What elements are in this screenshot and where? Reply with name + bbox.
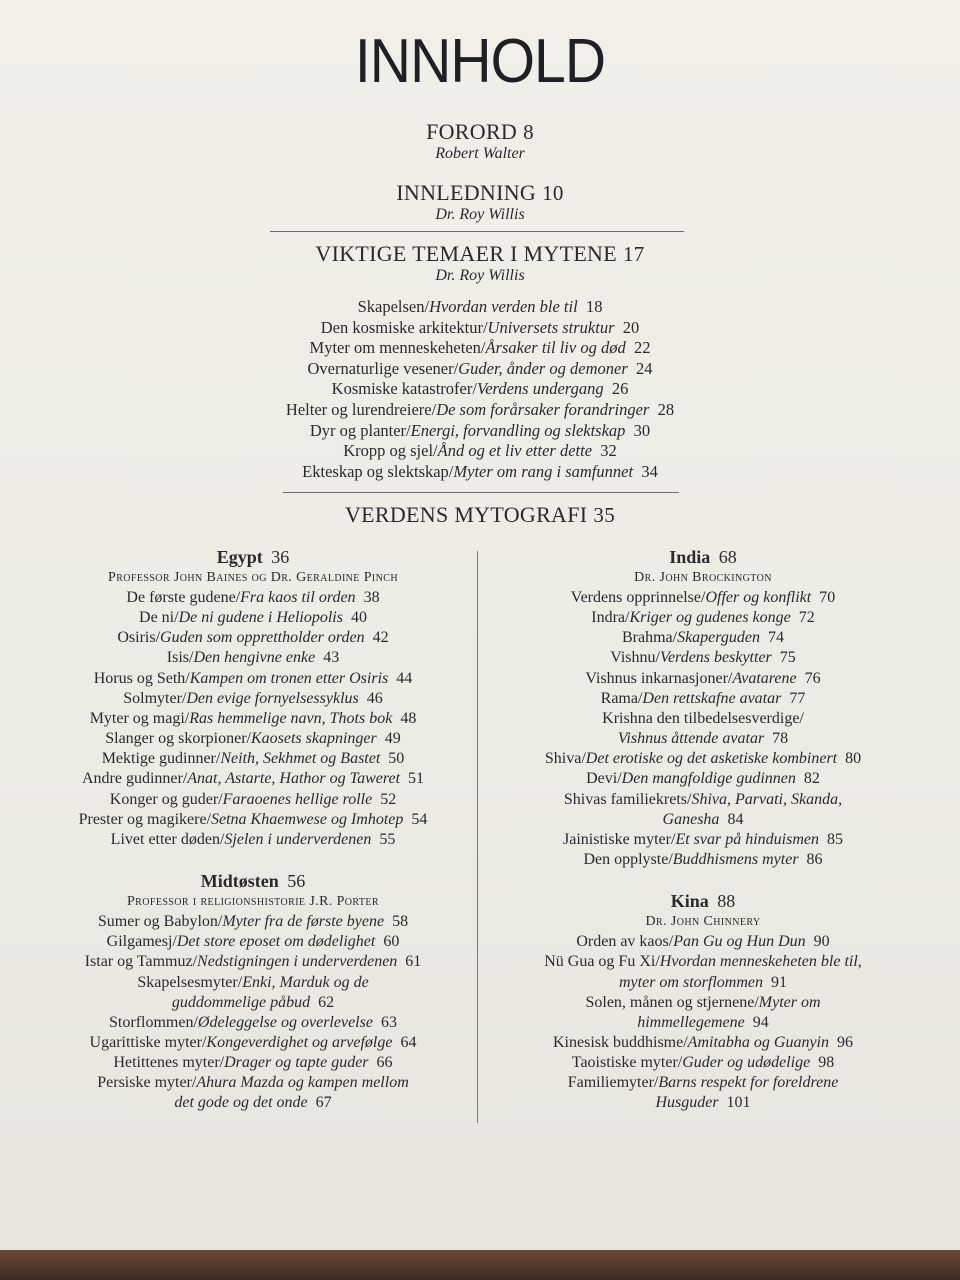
entry-subtitle: Kaosets skapninger <box>250 730 377 748</box>
column-divider <box>477 551 478 1123</box>
section-forord <box>0 119 960 145</box>
page-number: 18 <box>585 297 603 316</box>
entry-subtitle: Universets struktur <box>487 317 615 337</box>
page-number: 10 <box>542 181 564 205</box>
entry-subtitle: Ganesha <box>662 810 720 828</box>
entry-title: Den opplyste/ <box>583 851 673 869</box>
page-number: 80 <box>845 750 862 768</box>
entry-title: Ugarittiske myter/ <box>89 1033 207 1051</box>
toc-entry <box>498 648 908 668</box>
entry-title: Helter og lurendreiere/ <box>285 399 437 419</box>
page-number: 98 <box>818 1054 835 1072</box>
page-number: 35 <box>593 503 616 527</box>
entry-title: Dyr og planter/ <box>309 420 411 440</box>
toc-entry <box>48 588 458 608</box>
region-author: Professor i religionshistorie J.R. Porter <box>127 894 379 910</box>
entry-title: Hetittenes myter/ <box>113 1054 225 1072</box>
region-name: Kina <box>670 891 709 912</box>
toc-entry <box>0 421 960 442</box>
entry-title: Familiemyter/ <box>567 1074 659 1092</box>
region-author: Professor John Baines og Dr. Geraldine Pinch <box>108 570 398 585</box>
entry-subtitle: Pan Gu og Hun Dun <box>673 933 806 951</box>
region-author: Dr. John Brockington <box>634 570 772 585</box>
entry-subtitle: Den hengivne enke <box>193 649 316 667</box>
entry-title: Kinesisk buddhisme/ <box>553 1033 688 1051</box>
toc-entry <box>48 709 458 729</box>
toc-entry <box>498 729 908 749</box>
page-number: 32 <box>600 441 617 461</box>
entry-subtitle: De som forårsaker forandringer <box>436 399 650 419</box>
entry-title: Indra/ <box>591 609 630 627</box>
page-number: 51 <box>408 770 425 788</box>
entry-subtitle: Ånd og et liv etter dette <box>437 441 593 461</box>
toc-entry <box>0 318 960 339</box>
toc-entry <box>48 669 458 689</box>
entry-title: Shiva/ <box>544 750 586 768</box>
page-number: 60 <box>383 933 400 951</box>
entry-subtitle: Ødeleggelse og overlevelse <box>197 1013 373 1031</box>
toc-entry <box>498 850 908 870</box>
entry-subtitle: Ras hemmelige navn, Thots bok <box>189 709 393 727</box>
toc-entry <box>498 973 908 993</box>
entry-title: Orden av kaos/ <box>576 933 674 951</box>
entry-subtitle: Shiva, Parvati, Skanda, <box>691 790 843 808</box>
toc-entry <box>498 1053 908 1073</box>
entry-title: Den kosmiske arkitektur/ <box>320 317 488 337</box>
entry-subtitle: Hvordan menneskeheten ble til, <box>659 953 862 971</box>
page-number: 56 <box>287 871 306 892</box>
toc-entry <box>48 608 458 628</box>
page-number: 91 <box>770 973 787 991</box>
toc-entry <box>498 608 908 628</box>
entry-title: Vishnus inkarnasjoner/ <box>585 669 733 687</box>
toc-entry <box>498 952 908 972</box>
section-author: Dr. Roy Willis <box>435 267 525 284</box>
entry-subtitle: Energi, forvandling og slektskap <box>410 420 626 440</box>
entry-title: Krishna den tilbedelsesverdige/ <box>602 709 804 727</box>
page-number: 46 <box>366 689 383 707</box>
entry-subtitle: Setna Khaemwese og Imhotep <box>211 810 404 828</box>
page-number: 22 <box>633 338 651 358</box>
entry-title: Kropp og sjel/ <box>343 441 438 461</box>
region-author: Dr. John Chinnery <box>645 914 761 930</box>
toc-entry <box>48 1073 458 1093</box>
entry-title: Andre gudinner/ <box>81 770 188 788</box>
entry-title: Myter om menneskeheten/ <box>309 338 486 358</box>
entry-title: De første gudene/ <box>126 589 241 606</box>
entry-title: Istar og Tammuz/ <box>84 953 198 971</box>
page-number: 20 <box>622 317 640 337</box>
section-author: Robert Walter <box>435 145 525 162</box>
page-number: 42 <box>372 629 389 647</box>
page-number: 36 <box>271 547 290 567</box>
entry-subtitle: Amitabha og Guanyin <box>687 1033 829 1051</box>
entry-subtitle: Den mangfoldige gudinnen <box>621 770 796 788</box>
entry-subtitle: myter om storflommen <box>619 973 763 991</box>
entry-subtitle: Enki, Marduk og de <box>242 973 369 991</box>
entry-title: Konger og guder/ <box>109 790 223 808</box>
entry-title: Myter og magi/ <box>89 709 190 727</box>
toc-entry <box>48 912 458 932</box>
page-number: 50 <box>388 750 405 768</box>
toc-entry <box>0 297 960 318</box>
region-india <box>498 546 908 870</box>
right-column <box>498 546 908 1114</box>
entry-subtitle: Husguder <box>655 1094 719 1112</box>
entry-title: Rama/ <box>600 689 643 707</box>
page-number: 85 <box>826 830 843 848</box>
toc-entry <box>498 709 908 729</box>
entry-list <box>48 588 458 850</box>
entry-title: Sumer og Babylon/ <box>97 913 223 931</box>
page-number: 55 <box>379 830 396 848</box>
entry-subtitle: Årsaker til liv og død <box>485 338 626 358</box>
entry-subtitle: Kongeverdighet og arvefølge <box>206 1033 393 1051</box>
toc-entry <box>48 1033 458 1053</box>
toc-entry <box>498 769 908 789</box>
entry-title: Ekteskap og slektskap/ <box>302 461 454 481</box>
entry-subtitle: Verdens beskytter <box>659 649 772 667</box>
toc-entry <box>48 689 458 709</box>
toc-entry <box>498 810 908 830</box>
entry-title: Gilgamesj/ <box>106 933 177 951</box>
entry-title: Isis/ <box>166 649 194 667</box>
toc-entry <box>498 830 908 850</box>
entry-subtitle: De ni gudene i Heliopolis <box>178 609 343 627</box>
toc-entry <box>0 441 960 462</box>
toc-entry <box>498 1013 908 1033</box>
entry-subtitle: Drager og tapte guder <box>224 1054 369 1072</box>
entry-subtitle: Kampen om tronen etter Osiris <box>189 669 389 687</box>
entry-subtitle: Hvordan verden ble til <box>429 297 578 316</box>
entry-subtitle: Faraoenes hellige rolle <box>222 790 373 808</box>
toc-entry <box>48 1013 458 1033</box>
page-number: 30 <box>633 420 651 440</box>
entry-subtitle: Den evige fornyelsessyklus <box>186 689 359 707</box>
page-number: 62 <box>318 993 335 1011</box>
entry-subtitle: Myter om <box>758 993 821 1011</box>
section-innledning <box>0 180 960 206</box>
toc-entry <box>48 648 458 668</box>
entry-subtitle: Avatarene <box>732 669 797 687</box>
entry-subtitle: Buddhismens myter <box>672 851 799 869</box>
entry-title: Vishnu/ <box>610 649 660 667</box>
page-number: 48 <box>400 709 417 727</box>
entry-subtitle: Verdens undergang <box>476 379 604 399</box>
toc-entry <box>498 628 908 648</box>
entry-subtitle: Guder og udødelige <box>682 1054 811 1072</box>
entry-list <box>498 588 908 870</box>
entry-title: Taoistiske myter/ <box>571 1054 683 1072</box>
region-name: Egypt <box>216 547 263 567</box>
toc-entry <box>48 1093 458 1113</box>
entry-subtitle: Offer og konflikt <box>705 589 812 606</box>
page-number: 54 <box>411 810 428 828</box>
section-themes <box>0 241 960 267</box>
entry-title: Shivas familiekrets/ <box>563 790 692 808</box>
entry-title: Prester og magikere/ <box>78 810 211 828</box>
entry-title: Jainistiske myter/ <box>563 830 676 848</box>
entry-subtitle: Skaperguden <box>677 629 761 647</box>
section-mythography <box>0 502 960 528</box>
region-name: India <box>669 547 711 567</box>
toc-entry <box>48 932 458 952</box>
entry-subtitle: guddommelige påbud <box>171 993 311 1011</box>
entry-title: Mektige gudinner/ <box>101 750 221 768</box>
section-title: VIKTIGE TEMAER I MYTENE <box>315 241 617 266</box>
toc-entry <box>48 973 458 993</box>
toc-entry <box>0 359 960 380</box>
toc-entry <box>498 669 908 689</box>
toc-entry <box>48 810 458 830</box>
toc-entry <box>48 729 458 749</box>
toc-entry <box>498 749 908 769</box>
entry-title: De ni/ <box>139 609 179 627</box>
section-author: Dr. Roy Willis <box>435 206 525 223</box>
entry-title: Solmyter/ <box>123 689 187 707</box>
page-number: 77 <box>789 689 806 707</box>
entry-title: Storflommen/ <box>109 1013 198 1031</box>
page-number: 84 <box>727 810 744 828</box>
entry-subtitle: Myter fra de første byene <box>222 913 385 931</box>
page-number: 64 <box>400 1033 417 1051</box>
page-number: 70 <box>819 589 836 606</box>
page-number: 66 <box>376 1054 393 1072</box>
page-number: 75 <box>779 649 796 667</box>
toc-entry <box>48 952 458 972</box>
toc-entry <box>48 1053 458 1073</box>
region-name: Midtøsten <box>200 871 279 892</box>
region-title <box>498 890 908 912</box>
entry-subtitle: Kriger og gudenes konge <box>629 609 791 627</box>
section-title: VERDENS MYTOGRAFI <box>344 502 588 527</box>
entry-subtitle: Guder, ånder og demoner <box>458 358 628 378</box>
page-number: 38 <box>363 589 380 606</box>
entry-title: Nü Gua og Fu Xi/ <box>544 953 660 971</box>
toc-entry <box>0 379 960 400</box>
left-column <box>48 546 458 1114</box>
page-number: 28 <box>657 399 675 419</box>
page-edge <box>0 1250 960 1280</box>
page-number: 101 <box>726 1094 751 1112</box>
page-number: 68 <box>718 547 737 567</box>
divider <box>270 231 684 232</box>
region-title <box>48 870 458 892</box>
entry-subtitle: Sjelen i underverdenen <box>224 830 372 848</box>
entry-title: Kosmiske katastrofer/ <box>331 379 477 399</box>
entry-title: Livet etter døden/ <box>110 830 225 848</box>
toc-entry <box>498 932 908 952</box>
toc-entry <box>498 588 908 608</box>
page-number: 94 <box>752 1013 769 1031</box>
page-number: 26 <box>611 379 629 399</box>
toc-entry <box>48 830 458 850</box>
entry-title: Skapelsen/ <box>357 297 430 316</box>
toc-entry <box>498 689 908 709</box>
page-number: 8 <box>523 120 534 144</box>
toc-entry <box>0 338 960 359</box>
entry-subtitle: Myter om rang i samfunnet <box>453 461 634 481</box>
page-number: 49 <box>384 730 401 748</box>
toc-entry <box>498 1093 908 1113</box>
section-title: FORORD <box>426 119 518 144</box>
toc-entry <box>0 462 960 483</box>
page-number: 72 <box>798 609 815 627</box>
page-number: 24 <box>636 358 653 378</box>
toc-entry <box>48 628 458 648</box>
page-number: 82 <box>803 770 820 788</box>
entry-title: Overnaturlige vesener/ <box>307 358 459 378</box>
entry-subtitle: Barns respekt for foreldrene <box>658 1074 839 1092</box>
entry-subtitle: Anat, Astarte, Hathor og Taweret <box>187 770 401 788</box>
page-number: 40 <box>350 609 367 627</box>
toc-entry <box>48 993 458 1013</box>
entry-subtitle: Vishnus åttende avatar <box>617 730 765 748</box>
entry-title: Skapelsesmyter/ <box>137 973 243 991</box>
entry-title: Slanger og skorpioner/ <box>105 730 251 748</box>
page-title: INNHOLD <box>354 27 606 96</box>
page-number: 17 <box>623 242 645 266</box>
entry-list <box>48 912 458 1114</box>
toc-entry <box>498 1033 908 1053</box>
entry-title: Osiris/ <box>117 629 161 647</box>
entry-title: Devi/ <box>586 770 622 788</box>
page-number: 78 <box>772 730 789 748</box>
toc-entry <box>48 790 458 810</box>
region-midtosten <box>48 870 458 1114</box>
entry-title: Persiske myter/ <box>97 1074 197 1092</box>
page-number: 90 <box>813 933 830 951</box>
page-number: 43 <box>323 649 340 667</box>
entry-subtitle: Det store eposet om dødelighet <box>176 933 376 951</box>
entry-subtitle: Ahura Mazda og kampen mellom <box>196 1074 409 1092</box>
region-kina <box>498 890 908 1113</box>
page-number: 52 <box>380 790 397 808</box>
entry-subtitle: Den rettskafne avatar <box>642 689 782 707</box>
section-title: INNLEDNING <box>396 180 537 205</box>
entry-title: Verdens opprinnelse/ <box>570 589 706 606</box>
page-number: 67 <box>315 1094 332 1112</box>
page-number: 86 <box>806 851 823 869</box>
entry-subtitle: Neith, Sekhmet og Bastet <box>220 750 381 768</box>
entry-subtitle: Fra kaos til orden <box>240 589 356 606</box>
entry-subtitle: himmellegemene <box>637 1013 745 1031</box>
page-number: 76 <box>804 669 821 687</box>
toc-entry <box>498 993 908 1013</box>
entry-title: Horus og Seth/ <box>93 669 190 687</box>
page-number: 34 <box>641 461 658 481</box>
region-title <box>498 546 908 568</box>
region-title <box>48 546 458 568</box>
region-egypt <box>48 546 458 850</box>
divider <box>283 492 679 493</box>
toc-entry <box>48 749 458 769</box>
entry-subtitle: Et svar på hinduismen <box>675 830 819 848</box>
toc-entry <box>498 790 908 810</box>
toc-entry <box>498 1073 908 1093</box>
entry-title: Solen, månen og stjernene/ <box>585 993 759 1011</box>
page-number: 44 <box>396 669 413 687</box>
entry-subtitle: Nedstigningen i underverdenen <box>197 953 398 971</box>
entry-subtitle: det gode og det onde <box>174 1094 308 1112</box>
page-number: 58 <box>392 913 409 931</box>
page-number: 63 <box>380 1013 397 1031</box>
page-number: 96 <box>837 1033 853 1051</box>
entry-subtitle: Guden som opprettholder orden <box>160 629 365 647</box>
entry-list <box>498 932 908 1113</box>
entry-title: Brahma/ <box>621 629 678 647</box>
page-number: 74 <box>768 629 785 647</box>
page-number: 61 <box>405 953 422 971</box>
themes-list <box>0 297 960 482</box>
page-number: 88 <box>717 891 736 912</box>
toc-entry <box>0 400 960 421</box>
entry-subtitle: Det erotiske og det asketiske kombinert <box>585 750 838 768</box>
toc-entry <box>48 769 458 789</box>
